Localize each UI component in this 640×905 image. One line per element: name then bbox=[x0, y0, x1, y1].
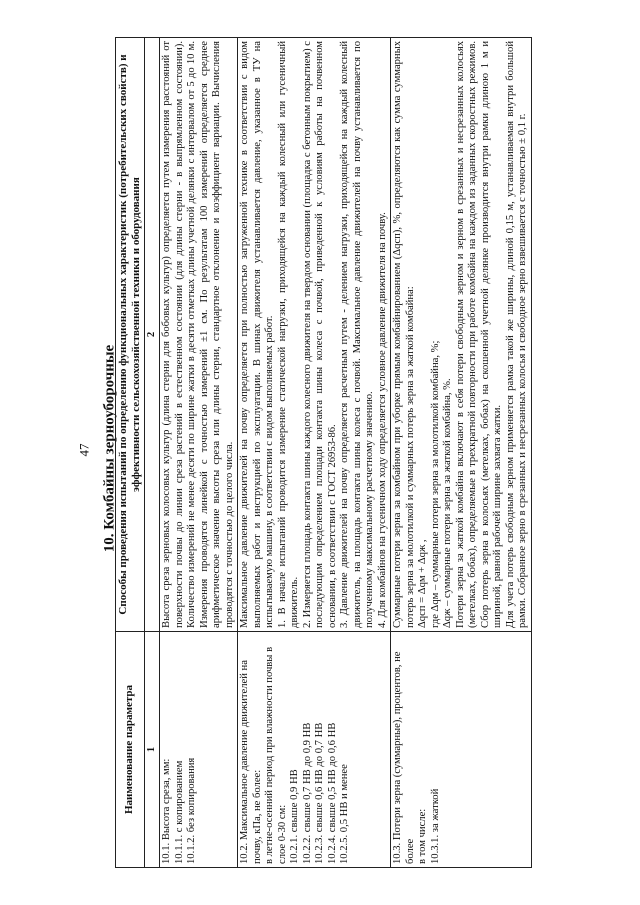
formula: Δqсп = Δqм + Δqж , bbox=[417, 539, 429, 628]
column-number-2: 2 bbox=[144, 38, 160, 632]
header-parameter-name: Наименование параметра bbox=[116, 632, 145, 868]
method-paragraph: Для учета потерь свободным зерном применяется рамка такой же ширины, длиной 0,15 м, устанавливаемая внутри большой рамки. Собранное зерно в срезанных и несрезанных колосья и свободное зерно взвешивается с точностью ± 0,1 г. bbox=[504, 41, 529, 628]
parameter-cell bbox=[160, 632, 238, 868]
rotated-table-container bbox=[115, 38, 535, 868]
table-row bbox=[238, 38, 391, 868]
section-title: 10. Комбайны зерноуборочные bbox=[101, 344, 118, 553]
page-number: 47 bbox=[76, 443, 92, 457]
column-number-1: 1 bbox=[144, 632, 160, 868]
parameter-line: 10.1. Высота среза, мм: bbox=[161, 758, 173, 864]
method-paragraph: Суммарные потери зерна за комбайном при уборке прямым комбайнированием (Δqсп), %, определяются как сумма суммарных потерь зерна за молотилкой и суммарных потерь зерна за жаткой комбайна: bbox=[392, 41, 416, 628]
column-number-row bbox=[144, 38, 160, 868]
parameter-line: 10.2. Максимальное давление движителей на почву, кПа, не более: bbox=[239, 660, 263, 864]
parameter-line: 10.1.1. с копированием bbox=[173, 760, 185, 864]
method-step: 4. Для комбайнов на гусеничном ходу определяется условное давление движителя на почву. bbox=[376, 212, 388, 628]
parameter-line: в том числе: bbox=[417, 808, 429, 864]
table-row bbox=[160, 38, 238, 868]
formula-where: где Δqм – суммарные потери зерна за молотилкой комбайна, %; bbox=[429, 340, 441, 628]
method-step: 1. В начале испытаний проводится измерение статической нагрузки, приходящейся на каждый колесный или гусеничный движитель. bbox=[276, 41, 301, 628]
parameters-table bbox=[115, 37, 532, 868]
parameter-line: 10.2.5. 0,5 НВ и менее bbox=[339, 764, 351, 864]
table-row bbox=[391, 38, 532, 868]
header-test-methods: Способы проведения испытаний по определению функциональных характеристик (потребительских свойств) и эффективности сельскохозяйственной техники и оборудования bbox=[116, 38, 145, 632]
method-cell bbox=[238, 38, 391, 632]
method-step: 3. Давление движителей на почву определяется расчетным путем - делением нагрузки, приходящейся на каждый колесный движитель, на площадь контакта шины колеса с почвой. Максимальное давление движителей на почву устанавливается по полученному максимальному расчетному значению. bbox=[339, 41, 376, 628]
parameter-line: 10.2.1. свыше 0,9 НВ bbox=[289, 769, 301, 864]
parameter-line: 10.2.2. свыше 0,7 НВ до 0,9 НВ bbox=[301, 722, 313, 864]
method-paragraph: Максимальное давление движителей на почву определяется при полностью загруженной технике в соответствии с видом выполняемых работ и инструкцией по эксплуатации. В шинах движителя устанавливается давление, указанное в ТУ на испытываемую машину, в соответствии с видом выполняемых работ. bbox=[239, 41, 276, 628]
parameter-line: 10.3. Потери зерна (суммарные), процентов, не более bbox=[392, 651, 416, 864]
method-step: 2. Измеряется площадь контакта шины каждого колесного движителя на твердом основании (площадка с бетонным покрытием) с последующим определением площади контакта шины колеса с почвой, приведенной к условиям работы на почвенном основании, в соответствии с ГОСТ 26953-86. bbox=[301, 41, 338, 628]
parameter-cell bbox=[238, 632, 391, 868]
formula-where: Δqж – суммарные потери зерна за жаткой комбайна, %. bbox=[442, 378, 454, 628]
parameter-line: 10.2.4. свыше 0,5 НВ до 0,6 НВ bbox=[326, 722, 338, 864]
method-cell bbox=[391, 38, 532, 632]
method-cell: Высота среза зерновых колосовых культур (длина стерни для бобовых культур) определяется путем измерения расстояний от поверхности почвы до линии среза растений в естественном состоянии (для длины стерни - в выпрямленном состоянии). Количество измерений не менее десяти по ширине жатки в десяти отметках длины учетной делянки с интервалом от 5 до 10 м. Измерения проводятся линейкой с точностью измерений ±1 см. По результатам 100 измерений определяется среднее арифметическое значение высоты среза или длины стерни, стандартное отклонение и коэффициент вариации. Вычисления проводятся с точностью до целого числа. bbox=[160, 38, 238, 632]
parameter-line: 10.2.3. свыше 0,6 НВ до 0,7 НВ bbox=[314, 722, 326, 864]
table-header-row bbox=[116, 38, 145, 868]
parameter-line: 10.1.2. без копирования bbox=[186, 757, 198, 864]
parameter-line: 10.3.1. за жаткой bbox=[429, 788, 441, 864]
method-paragraph: Потери зерна за жаткой комбайна включают в себя потери свободным зерном и зерном в срезанных и несрезанных колосьях (метелках, бобах), определяемые в трехкратной повторности при работе комбайна на каждом из заданных скоростных режимов. Сбор потерь зерна в колосьях (метелках, бобах) на скошенной учетной делянке производится внутри рамки длиною 1 м и шириной, равной рабочей ширине захвата жатки. bbox=[454, 41, 504, 628]
parameter-cell bbox=[391, 632, 532, 868]
parameter-line: в летне-осенний период при влажности почвы в слое 0-30 см: bbox=[264, 646, 288, 864]
